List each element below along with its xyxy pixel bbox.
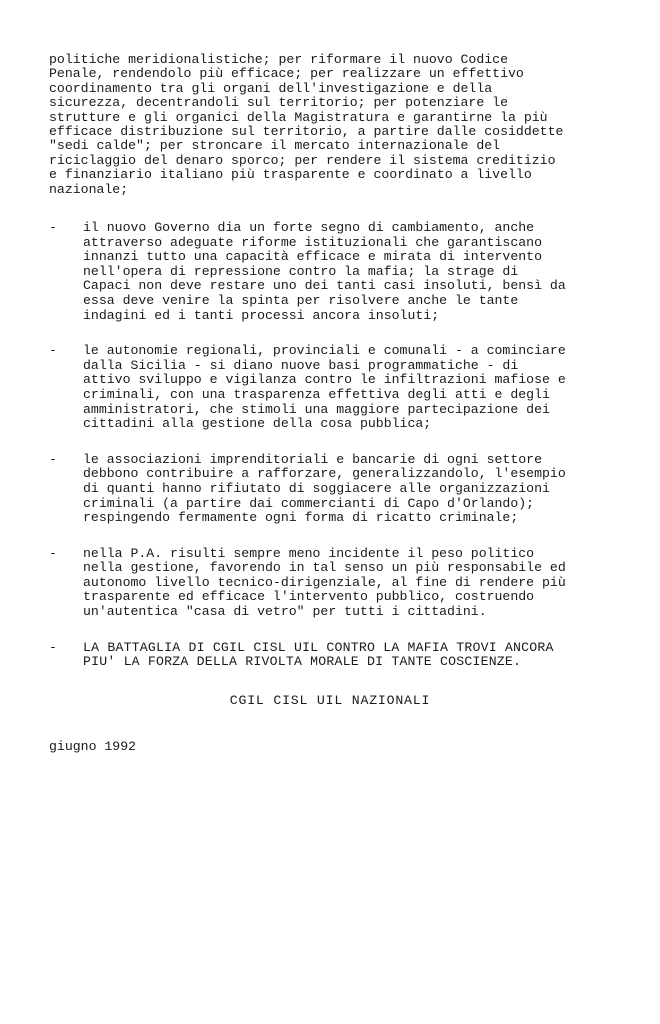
bullet-text: LA BATTAGLIA DI CGIL CISL UIL CONTRO LA MAFIA TROVI ANCORA PIU' LA FORZA DELLA RIVOLTA MORALE DI TANTE COSCIENZE. [83,639,554,670]
bullet-text: le autonomie regionali, provinciali e comunali - a cominciare dalla Sicilia - si diano nuove basi programmatiche - di attivo sviluppo e vigilanza contro le infiltrazioni mafiose e criminali, con una trasparenza effettiva degli atti e degli amministratori, che stimoli una maggiore partecipazione dei cittadini alla gestione della cosa pubblica; [83,343,566,432]
bullet-marker: - [49,220,57,235]
bullet-item [49,453,615,526]
bullet-item [49,641,615,670]
signature: CGIL CISL UIL NAZIONALI [229,693,431,708]
bullet-marker: - [49,639,57,655]
bullet-item [49,344,615,432]
intro-paragraph [49,53,615,197]
bullet-item [49,547,615,620]
bullet-text: le associazioni imprenditoriali e bancarie di ogni settore debbono contribuire a rafforzare, generalizzandolo, l'esempio di quanti hanno rifiutato di soggiacere alle organizzazioni criminali (a partire dai commercianti di Capo d'Orlando); respingendo fermamente ogni forma di ricatto criminale; [83,451,566,526]
bullet-item [49,221,615,323]
bullet-marker: - [49,451,57,467]
bullet-text: nella P.A. risulti sempre meno incidente il peso politico nella gestione, favorendo in tal senso un più responsabile ed autonomo livello tecnico-dirigenziale, al fine di rendere più trasparente ed efficace l'intervento pubblico, costruendo un'autentica "casa di vetro" per tutti i cittadini. [83,545,566,620]
intro-text: politiche meridionalistiche; per riformare il nuovo Codice Penale, rendendolo più efficace; per realizzare un effettivo coordinamento tra gli organi dell'investigazione e della sicurezza, decentrandoli sul territorio; per potenziare le strutture e gli organici della Magistratura e garantirne la più efficace distribuzione sul territorio, a partire dalle cosiddette "sedi calde"; per stroncare il mercato internazionale del riciclaggio del denaro sporco; per rendere il sistema creditizio e finanziario italiano più trasparente e coordinato a livello nazionale; [49,52,564,197]
bullet-list [49,221,615,691]
document-date: giugno 1992 [49,739,137,754]
bullet-text: il nuovo Governo dia un forte segno di cambiamento, anche attraverso adeguate riforme istituzionali che garantiscano innanzi tutto una capacità efficace e mirata di intervento nell'opera di repressione contro la mafia; la strage di Capaci non deve restare uno dei tanti casi insoluti, bensì da essa deve venire la spinta per risolvere anche le tante indagini ed i tanti processi ancora insoluti; [83,220,566,323]
bullet-marker: - [49,343,57,359]
bullet-marker: - [49,545,57,561]
